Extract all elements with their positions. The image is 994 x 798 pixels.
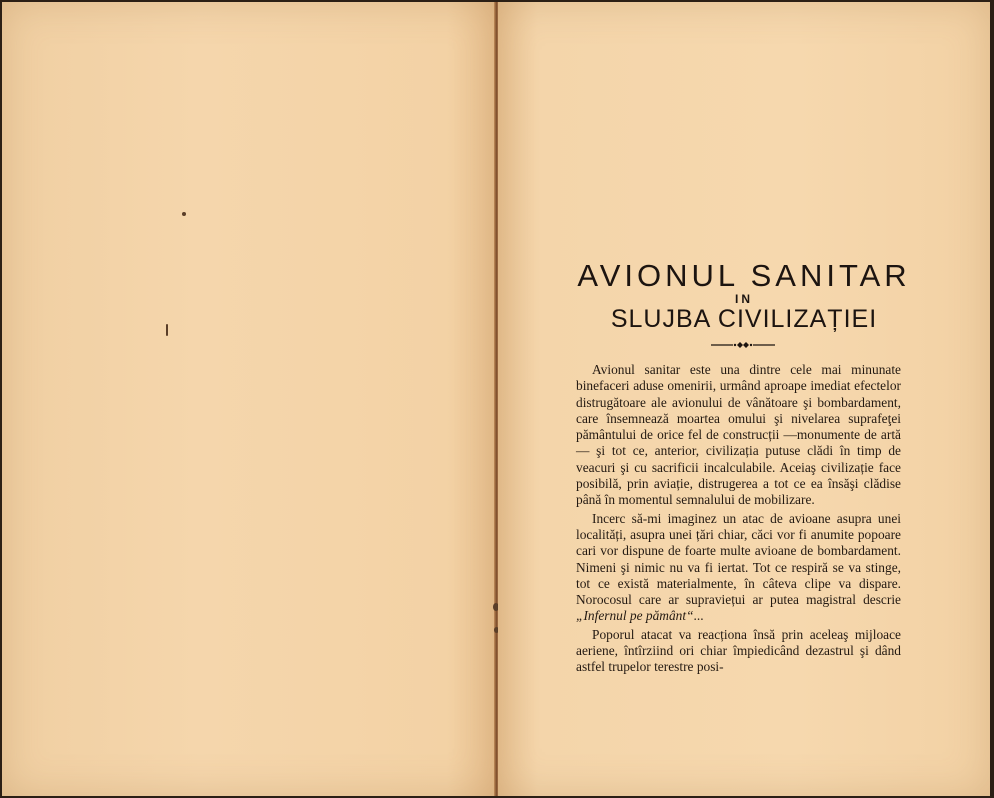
stain-mark	[166, 324, 168, 336]
page-subtitle: SLUJBA CIVILIZAȚIEI	[610, 305, 878, 333]
ellipsis: ...	[693, 608, 704, 624]
paragraph: Poporul atacat va reacționa însă prin aceleaş mijloace aeriene, întîrziind ori chiar împiedicând dezastrul şi dând astfel trupelor terestre posi-	[576, 626, 901, 675]
ornament-divider-icon	[711, 339, 775, 351]
right-page	[498, 2, 990, 796]
title-connector: IN	[735, 292, 753, 306]
paragraph: Avionul sanitar este una dintre cele mai minunate binefaceri aduse omenirii, urmând aproape imediat efectelor distrugătoare ale avionului de vânătoare şi bombardament, care însemnează moartea omului şi nivelarea suprafeţei pământului de orice fel de construcții —monumente de artă— şi tot ce, anterior, civilizația putuse clădi în timp de veacuri şi cu sacrificii incalculabile. Aceiaş civilizație face posibilă, prin aviație, distrugerea a tot ce ea însăşi clădise până în momentul semnalului de mobilizare.	[576, 362, 901, 508]
page-title: AVIONUL SANITAR	[577, 258, 911, 293]
italic-quote: „Infernul pe pământ“	[576, 608, 694, 624]
paragraph-text: Incerc să-mi imaginez un atac de avioane asupra unei localități, asupra unei țări chiar, căci vor fi anumite popoare cari vor dispune de foarte multe avioane de bombardament. Nimeni şi nimic nu va fi iertat. Tot ce respiră se va stinge, tot ce există materialmente, în câteva clipe va dispare. Norocosul care ar supraviețui ar putea magistral descrie	[576, 510, 901, 608]
stain-mark	[182, 212, 186, 216]
article-body	[576, 362, 901, 678]
left-page	[2, 2, 496, 796]
paragraph	[576, 511, 901, 625]
